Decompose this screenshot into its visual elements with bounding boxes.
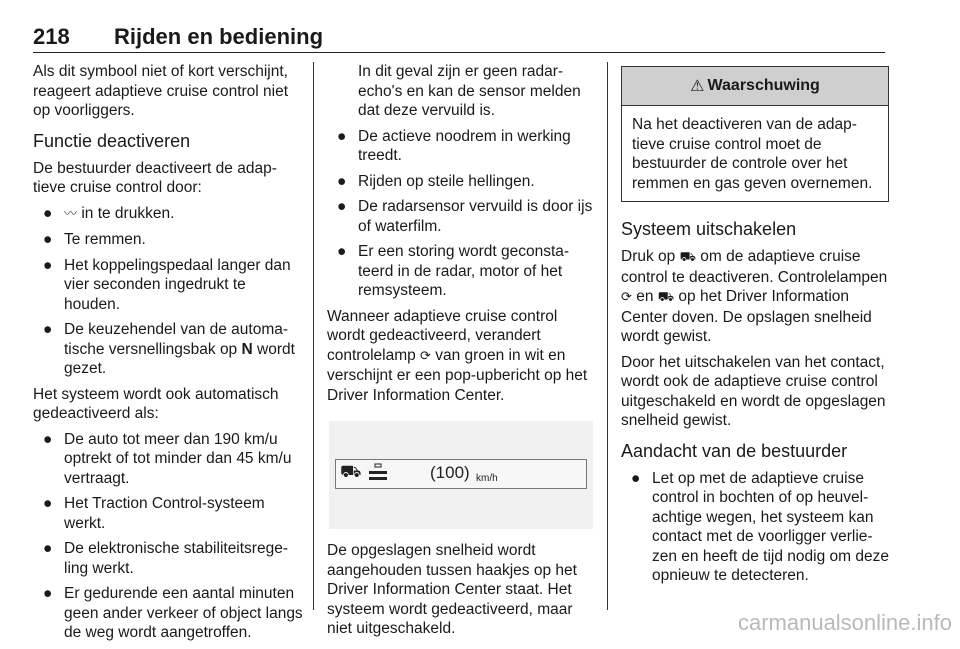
list-item: ● Het Traction Control-systeem werkt. (43, 495, 265, 532)
list-item: ● Let op met de adaptieve cruise control in bochten of op heuvelachtige wegen, het systeem kan contact met de voorligger verliezen en heeft de tijd nodig om deze opnieuw te detecteren. (631, 469, 889, 584)
deactivate-list (33, 204, 303, 379)
cruise-control-lamp-icon: ⟳ (621, 290, 632, 305)
chapter-title: Rijden en bediening (114, 24, 324, 49)
watermark: carmanualsonline.info (737, 610, 952, 635)
section-heading-driver-attention: Aandacht van de bestuurder (621, 440, 848, 461)
column-3 (621, 62, 889, 592)
lead-paragraph: De bestuurder deactiveert de adaptieve cruise control door: (33, 159, 277, 196)
list-item: ● De elektronische stabiliteitsregeling werkt. (43, 540, 289, 577)
auto-lead-paragraph: Het systeem wordt ook automatisch gedeactiveerd als: (33, 385, 279, 422)
list-item: ● De auto tot meer dan 190 km/u optrekt of tot minder dan 45 km/u vertraagt. (43, 430, 292, 487)
switch-off-paragraph: Druk op ⛟ om de adaptieve cruise control te deactiveren. Controlelampen ⟳ en ⛟ op het Driver Information Center doven. De opslagen snelheid wordt gewist. (621, 248, 888, 345)
list-item: ● Het koppelingspedaal langer dan vier seconden ingedrukt te houden. (43, 256, 291, 313)
driver-information-center-display (329, 421, 593, 529)
section-heading-deactivate: Functie deactiveren (33, 130, 191, 151)
continuation-paragraph: In dit geval zijn er geen radarecho's en kan de sensor melden dat deze vervuild is. (358, 63, 581, 119)
column-divider (607, 62, 608, 610)
stored-speed-value: (100) (430, 463, 470, 482)
list-item: ● Er gedurende een aantal minuten geen ander verkeer of object langs de weg wordt aangetroffen. (43, 585, 303, 641)
warning-body: Na het deactiveren van de adaptieve cruise control moet de bestuurder de controle over het remmen en gas geven overnemen. (632, 116, 873, 192)
column-2 (327, 62, 595, 645)
column-1 (33, 62, 303, 649)
list-item: ● De keuzehendel van de automatische versnellingsbak op N wordt gezet. (43, 321, 295, 377)
column-divider (313, 62, 314, 610)
warning-triangle-icon: ⚠ (690, 76, 705, 96)
list-item: ● De radarsensor vervuild is door ijs of waterfilm. (337, 198, 593, 235)
page-header (33, 22, 885, 53)
warning-header (622, 67, 888, 106)
attention-list (621, 469, 889, 586)
ignition-paragraph: Door het uitschakelen van het contact, wordt ook de adaptieve cruise control uitgeschakeld en wordt de opgeslagen snelheid gewist. (621, 353, 886, 429)
display-bar (335, 459, 587, 489)
list-item: ● Rijden op steile hellingen. (337, 172, 535, 190)
following-distance-icon (368, 463, 388, 483)
auto-deactivate-list (33, 430, 303, 643)
list-item: ● Er een storing wordt geconstateerd in de radar, motor of het remsysteem. (337, 243, 570, 299)
stored-speed-paragraph: De opgeslagen snelheid wordt aangehouden tussen haakjes op het Driver Information Center staat. Het systeem wordt gedeactiveerd, maar niet uitgeschakeld. (327, 542, 577, 637)
vehicle-ahead-icon: ⛟ (657, 290, 675, 305)
warning-box (621, 66, 889, 202)
vehicle-ahead-icon: ⛟ (679, 250, 696, 265)
list-item: ● 〰 in te drukken. (43, 204, 175, 222)
deactivate-list-continued (327, 127, 595, 301)
list-item: ● Te remmen. (43, 231, 146, 248)
list-item: ● De actieve noodrem in werking treedt. (337, 127, 571, 164)
vehicle-ahead-icon: ⛟ (340, 462, 362, 482)
section-heading-switch-off: Systeem uitschakelen (621, 219, 797, 239)
page-number: 218 (33, 24, 70, 49)
intro-paragraph: Als dit symbool niet of kort verschijnt, reageert adaptieve cruise control niet op voorliggers. (33, 63, 289, 119)
speed-unit: km/h (476, 473, 498, 484)
status-paragraph: Wanneer adaptieve cruise control wordt gedeactiveerd, verandert controlelamp ⟳ van groen in wit en verschijnt er een pop-upbericht op het Driver Information Center. (327, 307, 588, 404)
cruise-control-lamp-icon: ⟳ (420, 348, 431, 364)
warning-title: Waarschuwing (707, 77, 820, 95)
cruise-cancel-icon: 〰 (64, 206, 78, 222)
